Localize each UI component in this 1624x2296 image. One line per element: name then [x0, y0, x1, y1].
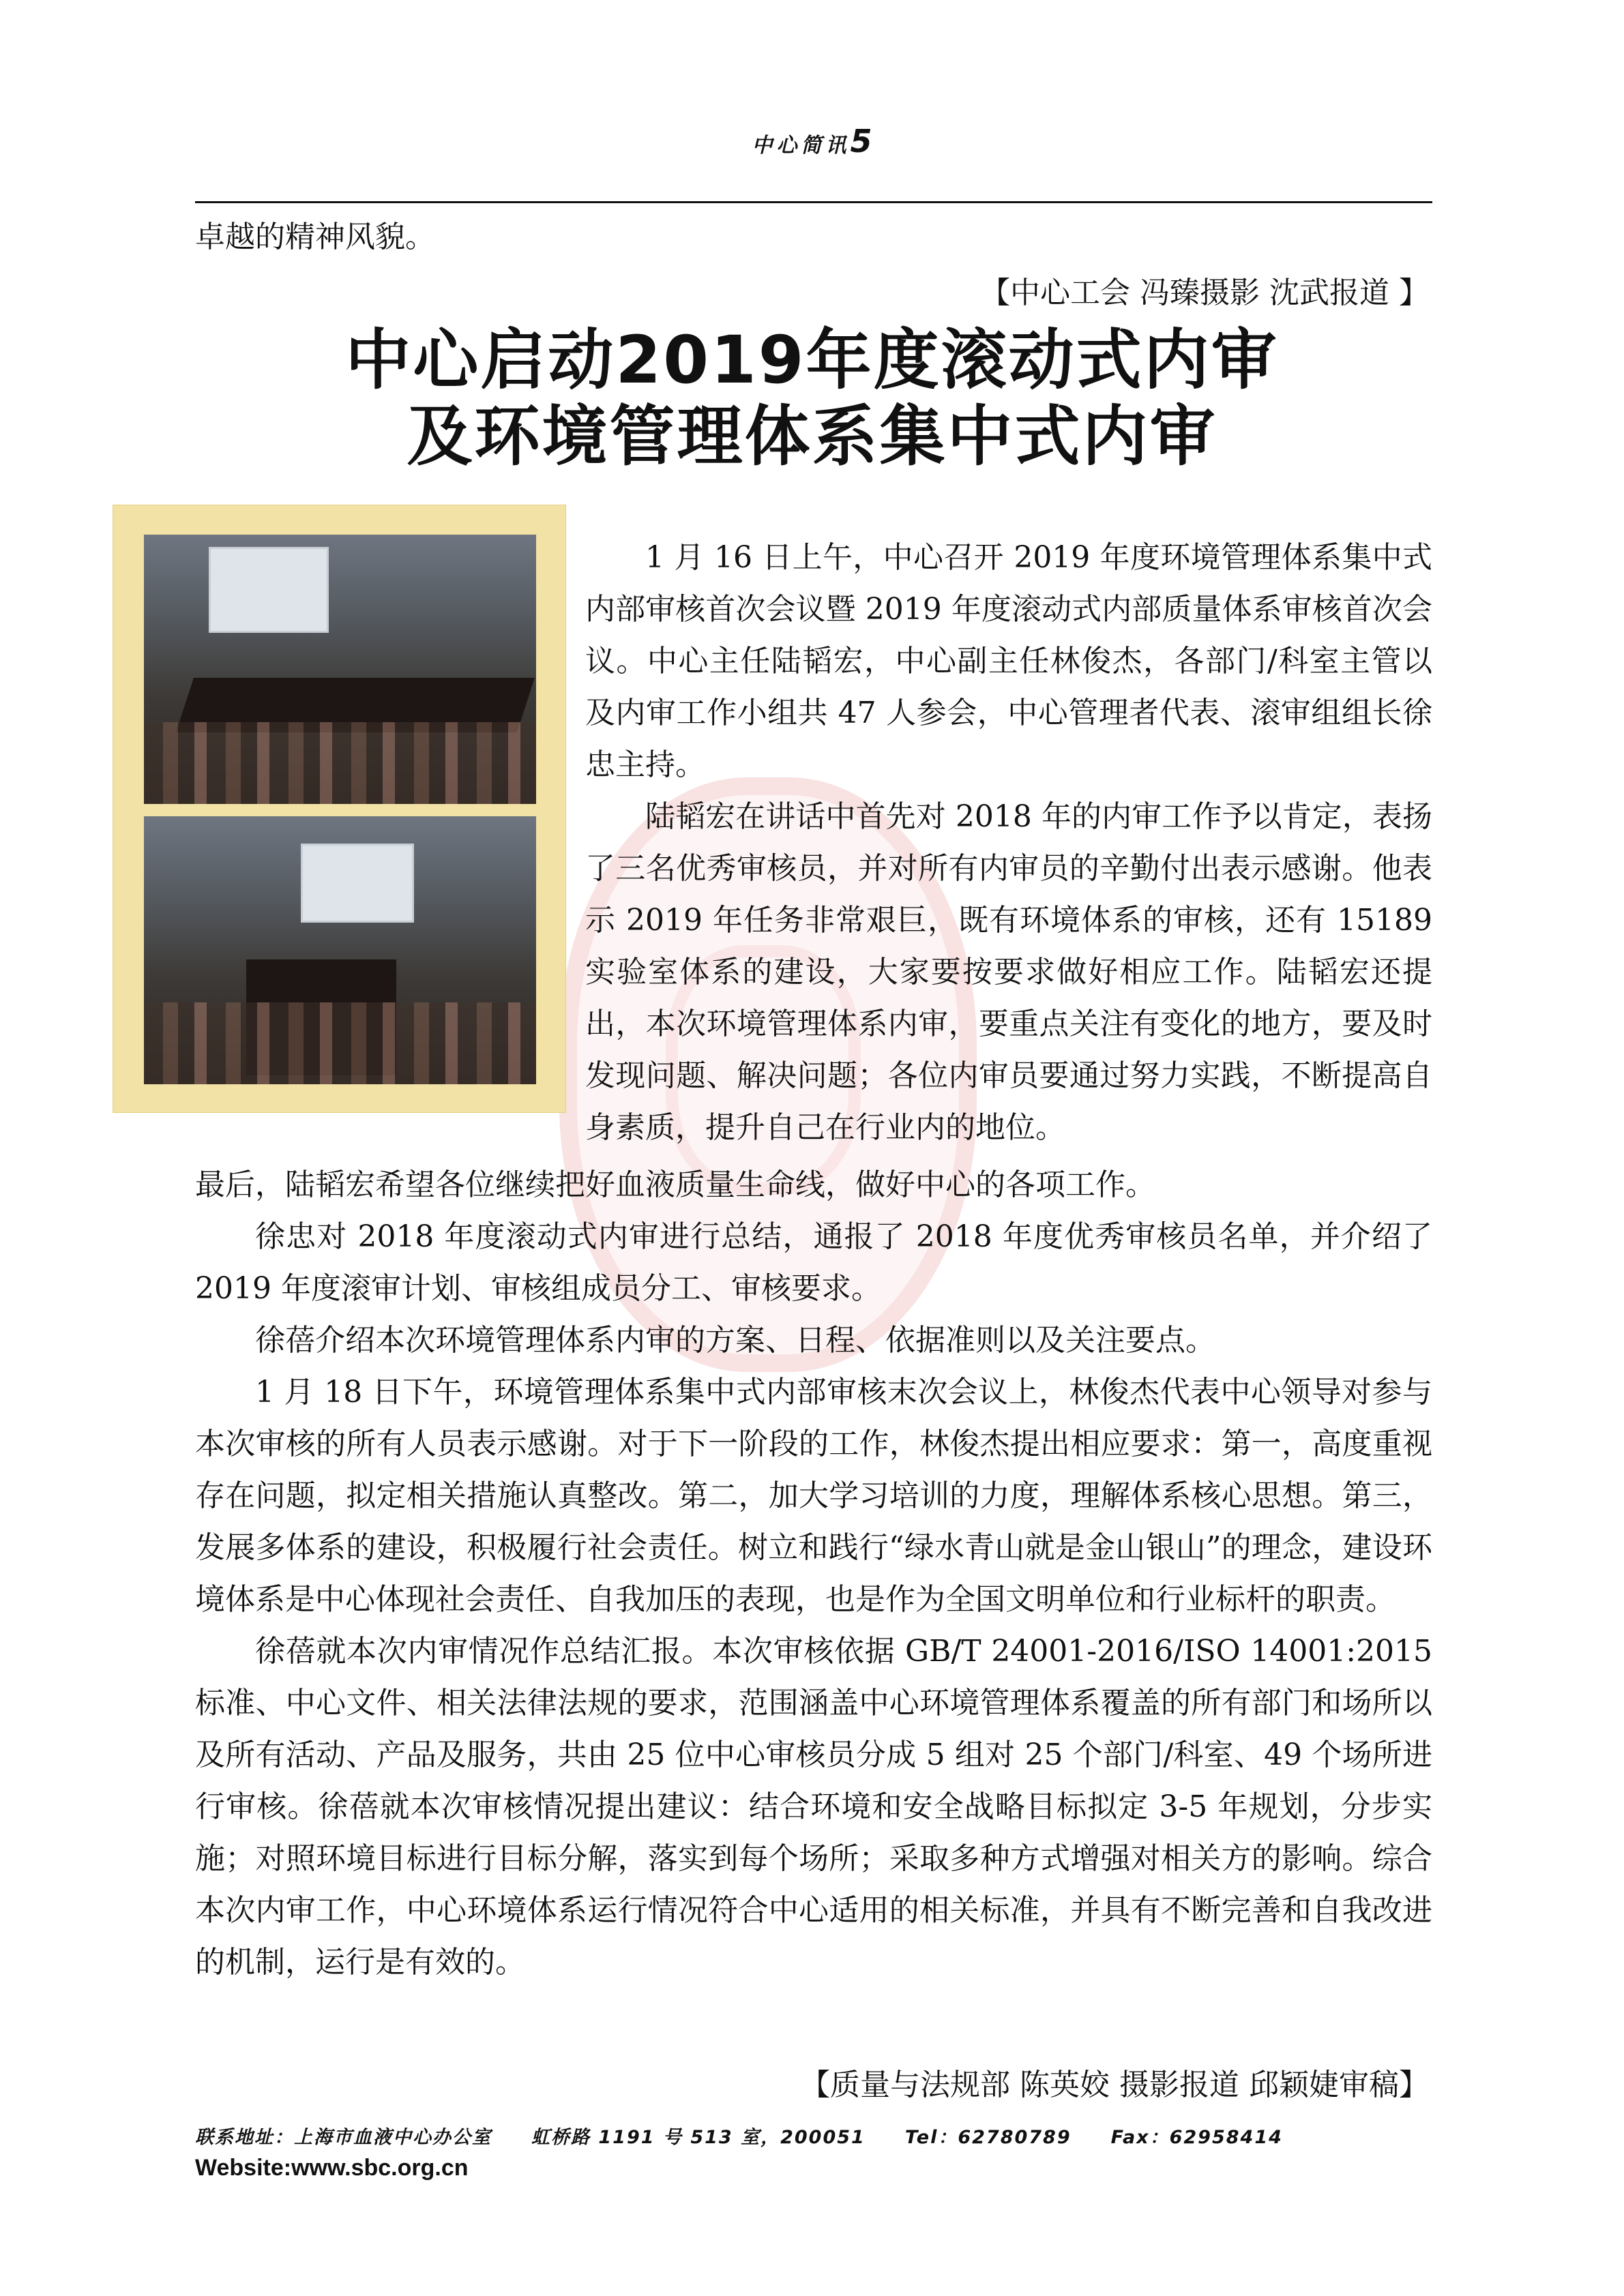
page-number: 5 [850, 123, 872, 160]
article-body-full [195, 1159, 1432, 1988]
title-line-2: 及环境管理体系集中式内审 [407, 398, 1217, 475]
byline-top: 【中心工会 冯臻摄影 沈武报道 】 [980, 275, 1429, 310]
header-label: 中心简讯 [752, 134, 851, 158]
projector-screen [301, 844, 414, 923]
header-divider [195, 201, 1432, 203]
meeting-photo-2 [144, 816, 536, 1084]
article-body-narrow [585, 532, 1432, 1154]
paragraph-5: 1 月 18 日下午，环境管理体系集中式内部审核末次会议上，林俊杰代表中心领导对参与本次审核的所有人员表示感谢。对于下一阶段的工作，林俊杰提出相应要求：第一，高度重视存在问题，拟定相关措施认真整改。第二，加大学习培训的力度，理解体系核心思想。第三，发展多体系的建设，积极履行社会责任。树立和践行“绿水青山就是金山银山”的理念，建设环境体系是中心体现社会责任、自我加压的表现，也是作为全国文明单位和行业标杆的职责。 [195, 1375, 1432, 1617]
article-title [0, 322, 1624, 475]
paragraph-4: 徐蓓介绍本次环境管理体系内审的方案、日程、依据准则以及关注要点。 [255, 1323, 1215, 1358]
footer-contact: 联系地址：上海市血液中心办公室 虹桥路 1191 号 513 室，200051 Tel：62780789 Fax：62958414 [195, 2127, 1283, 2148]
meeting-photo-1 [144, 535, 536, 804]
projector-screen [209, 547, 329, 633]
footer-website[interactable]: Website:www.sbc.org.cn [195, 2155, 469, 2181]
attendees [144, 1002, 536, 1084]
paragraph-2-end: 最后，陆韬宏希望各位继续把好血液质量生命线，做好中心的各项工作。 [195, 1167, 1155, 1202]
paragraph-6: 徐蓓就本次内审情况作总结汇报。本次审核依据 GB/T 24001-2016/ISO 14001:2015 标准、中心文件、相关法律法规的要求，范围涵盖中心环境管理体系覆盖的所有部门和场所以及所有活动、产品及服务，共由 25 位中心审核员分成 5 组对 25 个部门/科室、49 个场所进行审核。徐蓓就本次审核情况提出建议：结合环境和安全战略目标拟定 3-5 年规划，分步实施；对照环境目标进行目标分解，落实到每个场所；采取多种方式增强对相关方的影响。综合本次内审工作，中心环境体系运行情况符合中心适用的相关标准，并具有不断完善和自我改进的机制，运行是有效的。 [195, 1634, 1432, 1980]
attendees [144, 722, 536, 804]
byline-bottom: 【质量与法规部 陈英姣 摄影报道 邱颖婕审稿】 [800, 2068, 1429, 2102]
paragraph-1: 1 月 16 日上午，中心召开 2019 年度环境管理体系集中式内部审核首次会议暨 2019 年度滚动式内部质量体系审核首次会议。中心主任陆韬宏，中心副主任林俊杰，各部门/科室主管以及内审工作小组共 47 人参会，中心管理者代表、滚审组组长徐忠主持。 [585, 540, 1432, 782]
title-line-1: 中心启动2019年度滚动式内审 [345, 322, 1279, 398]
page-header [0, 123, 1624, 160]
photo-frame [113, 505, 566, 1113]
carryover-text: 卓越的精神风貌。 [195, 220, 435, 254]
paragraph-3: 徐忠对 2018 年度滚动式内审进行总结，通报了 2018 年度优秀审核员名单，并介绍了 2019 年度滚审计划、审核组成员分工、审核要求。 [195, 1219, 1432, 1306]
paragraph-2: 陆韬宏在讲话中首先对 2018 年的内审工作予以肯定，表扬了三名优秀审核员，并对所有内审员的辛勤付出表示感谢。他表示 2019 年任务非常艰巨，既有环境体系的审核，还有 15189 实验室体系的建设，大家要按要求做好相应工作。陆韬宏还提出，本次环境管理体系内审，要重点关注有变化的地方，要及时发现问题、解决问题；各位内审员要通过努力实践，不断提高自身素质，提升自己在行业内的地位。 [585, 799, 1432, 1145]
